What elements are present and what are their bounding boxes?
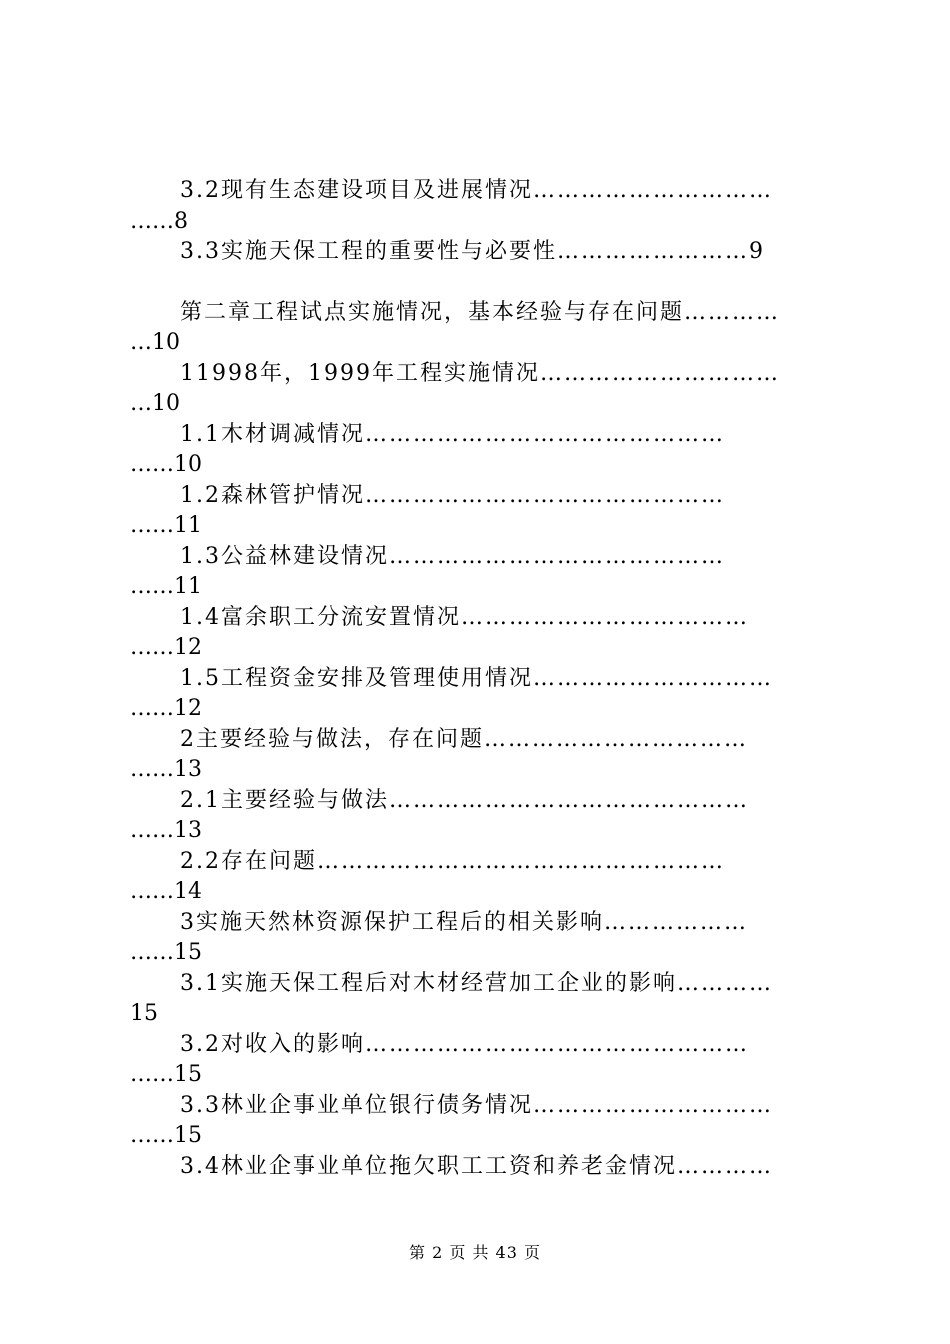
toc-entry (130, 725, 832, 786)
toc-entry (130, 359, 832, 420)
toc-spacer (130, 268, 832, 298)
toc-entry-page: ……13 (130, 757, 202, 782)
toc-entry-title: 3实施天然林资源保护工程后的相关影响……………… (180, 909, 748, 935)
toc-entry-title: 2.1主要经验与做法……………………………………… (180, 787, 749, 813)
toc-entry-title: 11998年，1999年工程实施情况………………………… (180, 360, 780, 386)
toc-entry (130, 1030, 832, 1091)
toc-entry-chapter (130, 298, 832, 359)
toc-entry (130, 969, 832, 1030)
toc-entry-title: 1.5工程资金安排及管理使用情况………………………… (180, 665, 773, 691)
toc-entry-title: 1.3公益林建设情况…………………………………… (180, 543, 725, 569)
toc-entry-page: …10 (130, 391, 180, 416)
toc-entry-title: 2主要经验与做法，存在问题…………………………… (180, 726, 748, 752)
toc-entry-page: 15 (130, 1001, 158, 1026)
toc-entry (130, 237, 832, 268)
toc-entry-title: 3.1实施天保工程后对木材经营加工企业的影响………… (180, 970, 773, 996)
toc-entry (130, 176, 832, 237)
toc-entry-title: 3.4林业企事业单位拖欠职工工资和养老金情况………… (180, 1153, 773, 1179)
toc-entry-title: 第二章工程试点实施情况，基本经验与存在问题………… (180, 299, 781, 325)
toc-entry-title: 1.2森林管护情况……………………………………… (180, 482, 725, 508)
toc-entry (130, 664, 832, 725)
toc-entry-page: ……15 (130, 940, 202, 965)
toc-entry-page: ……11 (130, 574, 202, 599)
toc-entry (130, 1152, 832, 1183)
toc-entry-page: ……14 (130, 879, 202, 904)
toc-entry-page: …10 (130, 330, 180, 355)
toc-entry-page: ……10 (130, 452, 202, 477)
toc-entry-page: ……15 (130, 1123, 202, 1148)
toc-entry-title: 2.2存在问题…………………………………………… (180, 848, 725, 874)
table-of-contents (130, 176, 832, 1182)
toc-entry-title: 3.2对收入的影响………………………………………… (180, 1031, 749, 1057)
toc-entry-title: 1.4富余职工分流安置情况……………………………… (180, 604, 749, 630)
toc-entry-page: ……15 (130, 1062, 202, 1087)
toc-entry-page: ……12 (130, 696, 202, 721)
toc-entry-page: ……12 (130, 635, 202, 660)
toc-entry (130, 908, 832, 969)
toc-entry (130, 786, 832, 847)
toc-entry (130, 603, 832, 664)
toc-entry-title: 1.1木材调减情况……………………………………… (180, 421, 725, 447)
toc-entry-title: 3.3林业企事业单位银行债务情况………………………… (180, 1092, 773, 1118)
toc-entry (130, 1091, 832, 1152)
toc-entry (130, 542, 832, 603)
toc-entry-title: 3.2现有生态建设项目及进展情况………………………… (180, 178, 773, 203)
toc-entry-page: ……11 (130, 513, 202, 538)
toc-entry-page: ……13 (130, 818, 202, 843)
toc-entry-title: 3.3实施天保工程的重要性与必要性……………………9 (180, 239, 765, 264)
toc-entry (130, 481, 832, 542)
toc-entry-page: ……8 (130, 208, 188, 234)
toc-entry (130, 420, 832, 481)
toc-entry (130, 847, 832, 908)
page-number-footer: 第 2 页 共 43 页 (409, 1243, 541, 1262)
